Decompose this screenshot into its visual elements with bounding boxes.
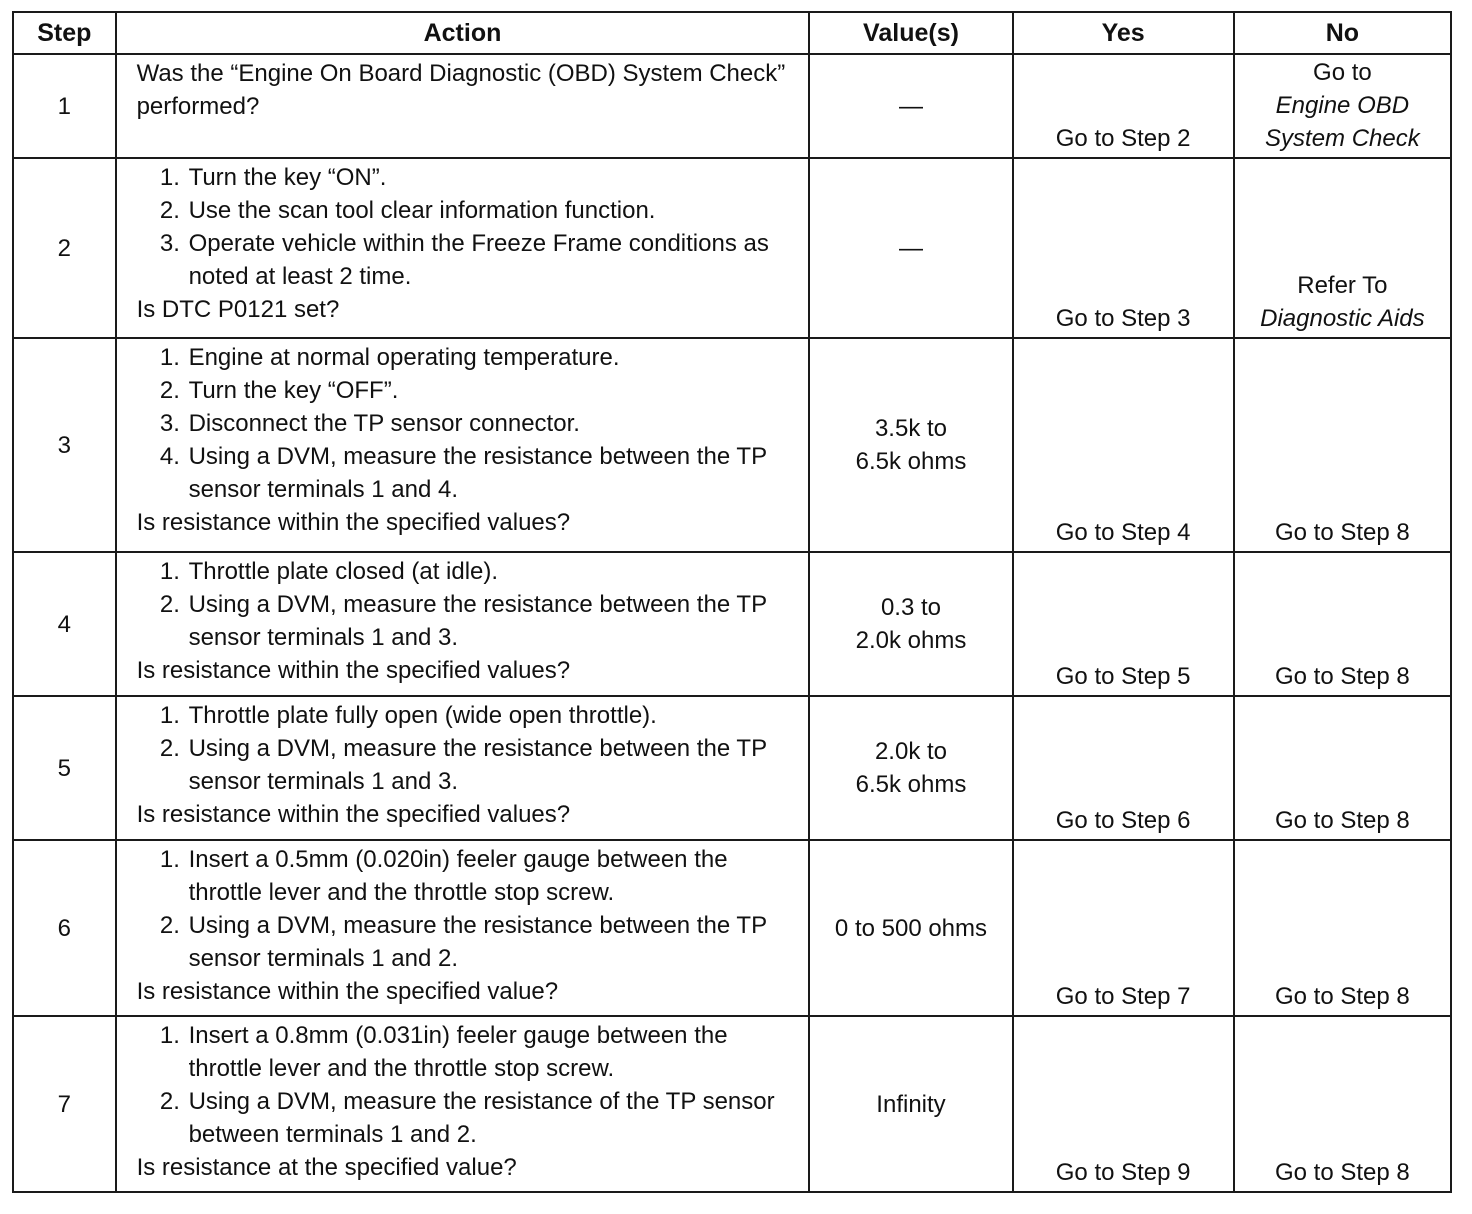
step-number: 3 [13,338,116,552]
action-item: 3. Operate vehicle within the Freeze Frame conditions as noted at least 2 time. [187,227,803,293]
action-question: Is resistance at the specified value? [136,1154,517,1181]
step-number: 1 [13,54,116,158]
header-action: Action [116,12,810,54]
action-cell [116,158,810,338]
action-item: 2. Use the scan tool clear information function. [187,194,803,227]
no-line: Refer To [1297,272,1388,299]
value-line: 0.3 to [880,594,941,621]
action-list [137,161,803,293]
step-number: 2 [13,158,116,338]
table-row [13,1016,1451,1192]
table-row [13,158,1451,338]
no-cell [1234,54,1451,158]
diagnostic-table [12,11,1452,1193]
action-item: 2. Using a DVM, measure the resistance between the TP sensor terminals 1 and 3. [187,732,803,798]
action-cell [116,552,810,696]
step-number: 6 [13,840,116,1016]
table-row [13,552,1451,696]
action-item: 1. Engine at normal operating temperature. [187,341,803,374]
action-item: 1. Insert a 0.8mm (0.031in) feeler gauge between the throttle lever and the throttle stop screw. [187,1019,803,1085]
action-item: 2. Using a DVM, measure the resistance between the TP sensor terminals 1 and 3. [187,588,803,654]
action-item: 2. Using a DVM, measure the resistance between the TP sensor terminals 1 and 2. [187,909,803,975]
action-item: 1. Throttle plate closed (at idle). [187,555,803,588]
no-reference: Diagnostic Aids [1260,305,1425,332]
action-question: Is DTC P0121 set? [136,296,340,323]
no-cell: Go to Step 8 [1234,338,1451,552]
yes-cell: Go to Step 6 [1013,696,1234,840]
no-reference: Engine OBD [1275,92,1410,119]
value-cell: — [809,54,1012,158]
value-line: 2.0k to [874,738,947,765]
action-question: Is resistance within the specified values? [136,801,571,828]
step-number: 4 [13,552,116,696]
step-number: 5 [13,696,116,840]
action-list [137,555,803,654]
action-question: Is resistance within the specified value? [136,978,559,1005]
action-cell [116,1016,810,1192]
action-question: Is resistance within the specified values? [136,657,571,684]
value-line: 6.5k ohms [855,771,967,798]
action-item: 4. Using a DVM, measure the resistance between the TP sensor terminals 1 and 4. [187,440,803,506]
action-cell [116,54,810,158]
header-yes: Yes [1013,12,1234,54]
action-list [137,341,803,506]
no-reference: System Check [1265,125,1420,152]
value-cell: — [809,158,1012,338]
no-line: Go to [1313,59,1372,86]
value-line: 6.5k ohms [855,448,967,475]
action-item: 2. Using a DVM, measure the resistance of the TP sensor between terminals 1 and 2. [187,1085,803,1151]
action-cell [116,696,810,840]
yes-cell: Go to Step 2 [1013,54,1234,158]
table-row [13,338,1451,552]
action-item: 1. Insert a 0.5mm (0.020in) feeler gauge between the throttle lever and the throttle stop screw. [187,843,803,909]
yes-cell: Go to Step 4 [1013,338,1234,552]
no-cell [1234,158,1451,338]
yes-cell: Go to Step 9 [1013,1016,1234,1192]
value-cell [809,552,1012,696]
value-cell [809,338,1012,552]
value-line: 3.5k to [874,415,947,442]
action-cell [116,840,810,1016]
action-cell [116,338,810,552]
header-row [13,12,1451,54]
header-step: Step [13,12,116,54]
no-cell: Go to Step 8 [1234,840,1451,1016]
no-cell: Go to Step 8 [1234,552,1451,696]
action-item: 1. Throttle plate fully open (wide open throttle). [187,699,803,732]
header-no: No [1234,12,1451,54]
yes-cell: Go to Step 3 [1013,158,1234,338]
action-item: 3. Disconnect the TP sensor connector. [187,407,803,440]
action-list [137,843,803,975]
table-row [13,696,1451,840]
action-question: Was the “Engine On Board Diagnostic (OBD) System Check” performed? [136,60,786,120]
value-cell: Infinity [809,1016,1012,1192]
action-item: 2. Turn the key “OFF”. [187,374,803,407]
action-list [137,699,803,798]
value-cell [809,696,1012,840]
table-row [13,840,1451,1016]
no-cell: Go to Step 8 [1234,696,1451,840]
value-line: 2.0k ohms [855,627,967,654]
no-cell: Go to Step 8 [1234,1016,1451,1192]
action-list [137,1019,803,1151]
header-values: Value(s) [809,12,1012,54]
yes-cell: Go to Step 7 [1013,840,1234,1016]
step-number: 7 [13,1016,116,1192]
action-question: Is resistance within the specified values? [136,509,571,536]
action-item: 1. Turn the key “ON”. [187,161,803,194]
value-cell: 0 to 500 ohms [809,840,1012,1016]
table-row [13,54,1451,158]
yes-cell: Go to Step 5 [1013,552,1234,696]
